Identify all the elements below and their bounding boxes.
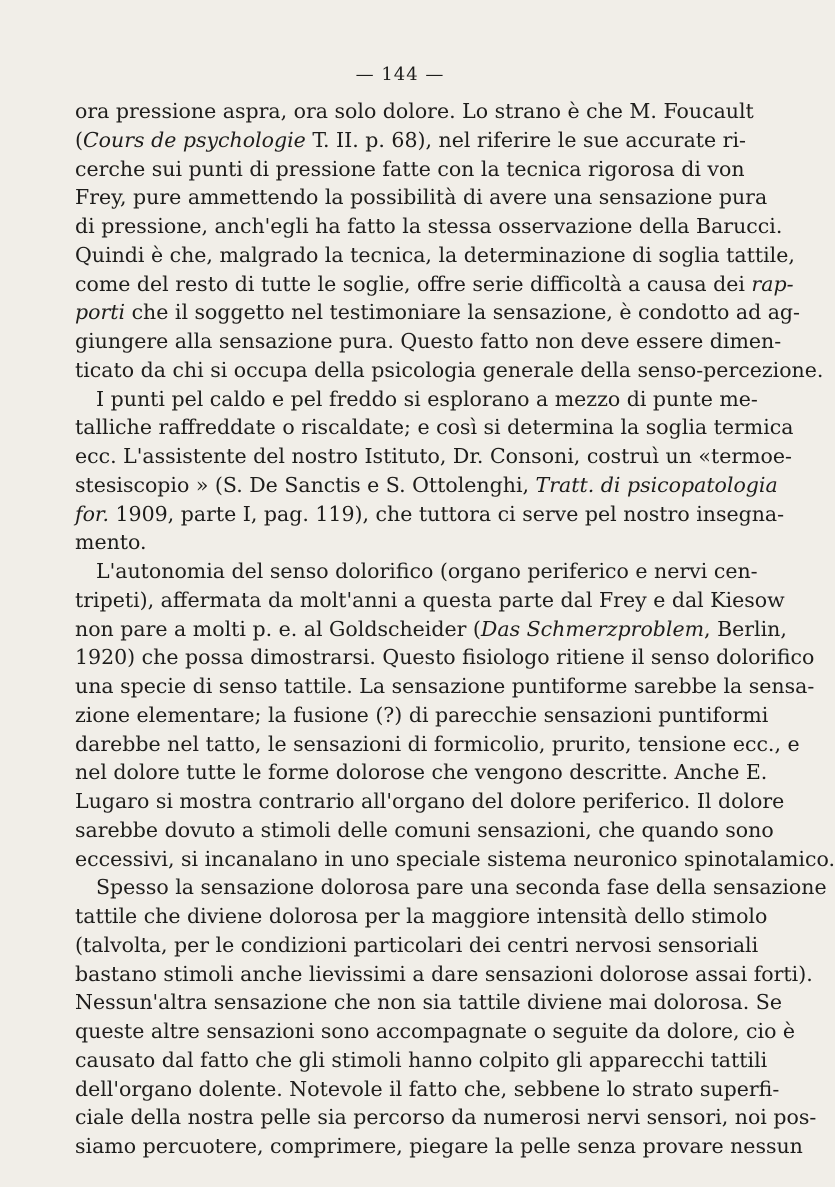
text-line: nel dolore tutte le forme dolorose che vengono descritte. Anche E. (75, 760, 768, 785)
text-line: (Cours de psychologie T. II. p. 68), nel riferire le sue accurate ri- (75, 127, 746, 152)
italic-citation: Cours de psychologie (83, 127, 306, 152)
paragraph-end-line: mento. (75, 530, 147, 555)
italic-citation: Tratt. di psicopatologia (535, 472, 778, 497)
text-line: bastano stimoli anche lievissimi a dare sensazioni dolorose assai forti). (75, 961, 813, 986)
paragraph-end-line: ticato da chi si occupa della psicologia generale della senso-percezione. (75, 357, 824, 382)
text-line: ora pressione aspra, ora solo dolore. Lo strano è che M. Foucault (75, 99, 754, 123)
italic-citation: Das Schmerzproblem (480, 616, 705, 641)
text-line: come del resto di tutte le soglie, offre serie difficoltà a causa dei rap- (75, 271, 794, 296)
text-line: tattile che diviene dolorosa per la maggiore intensità dello stimolo (75, 904, 768, 928)
text-line: 1920) che possa dimostrarsi. Questo fisiologo ritiene il senso dolorifico (75, 645, 815, 670)
paragraph-start-line: I punti pel caldo e pel freddo si esplorano a mezzo di punte me- (96, 386, 758, 411)
text-line: tripeti), affermata da molt'anni a questa parte dal Frey e dal Kiesow (75, 587, 785, 612)
text-line: darebbe nel tatto, le sensazioni di formicolio, prurito, tensione ecc., e (75, 731, 800, 756)
text-line: Nessun'altra sensazione che non sia tattile diviene mai dolorosa. Se (75, 990, 782, 1015)
paragraph-start-line: Spesso la sensazione dolorosa pare una seconda fase della sensazione (96, 875, 827, 900)
text-line: zione elementare; la fusione (?) di parecchie sensazioni puntiformi (75, 702, 769, 727)
paragraph-end-line: eccessivi, si incanalano in uno speciale sistema neuronico spinotalamico. (75, 846, 835, 871)
page-number: — 144 — (355, 64, 445, 85)
text-line: una specie di senso tattile. La sensazione puntiforme sarebbe la sensa- (75, 674, 815, 698)
text-line: (talvolta, per le condizioni particolari dei centri nervosi sensoriali (75, 932, 759, 957)
body-text (75, 97, 835, 1161)
text-line: stesiscopio » (S. De Sanctis e S. Ottolenghi, Tratt. di psicopatologia (75, 472, 778, 497)
text-line: ciale della nostra pelle sia percorso da numerosi nervi sensori, noi pos- (75, 1105, 817, 1130)
text-line: Frey, pure ammettendo la possibilità di avere una sensazione pura (75, 185, 768, 210)
text-line: cerche sui punti di pressione fatte con la tecnica rigorosa di von (75, 156, 745, 181)
text-line: talliche raffreddate o riscaldate; e così si determina la soglia termica (75, 415, 794, 440)
text-line: di pressione, anch'egli ha fatto la stessa osservazione della Barucci. (75, 214, 783, 238)
text-line: queste altre sensazioni sono accompagnate o seguite da dolore, cio è (75, 1019, 796, 1043)
text-line: giungere alla sensazione pura. Questo fatto non deve essere dimen- (75, 329, 782, 353)
text-line: dell'organo dolente. Notevole il fatto che, sebbene lo strato superfi- (75, 1076, 780, 1101)
italic-citation: for. (75, 501, 109, 526)
paragraph-start-line: L'autonomia del senso dolorifico (organo periferico e nervi cen- (96, 559, 758, 583)
text-line: for. 1909, parte I, pag. 119), che tuttora ci serve pel nostro insegna- (75, 501, 785, 526)
text-line: non pare a molti p. e. al Goldscheider (Das Schmerzproblem, Berlin, (75, 616, 787, 641)
text-line: sarebbe dovuto a stimoli delle comuni sensazioni, che quando sono (75, 817, 774, 842)
text-line: porti che il soggetto nel testimoniare la sensazione, è condotto ad ag- (75, 300, 800, 325)
italic-word: porti (75, 300, 126, 325)
text-line: Lugaro si mostra contrario all'organo del dolore periferico. Il dolore (75, 789, 785, 813)
text-line: Quindi è che, malgrado la tecnica, la determinazione di soglia tattile, (75, 242, 795, 267)
text-line: ecc. L'assistente del nostro Istituto, Dr. Consoni, costruì un «termoe- (75, 444, 792, 468)
text-line: causato dal fatto che gli stimoli hanno colpito gli apparecchi tattili (75, 1047, 768, 1072)
text-line: siamo percuotere, comprimere, piegare la pelle senza provare nessun (75, 1134, 803, 1158)
italic-word: rap- (751, 271, 794, 296)
